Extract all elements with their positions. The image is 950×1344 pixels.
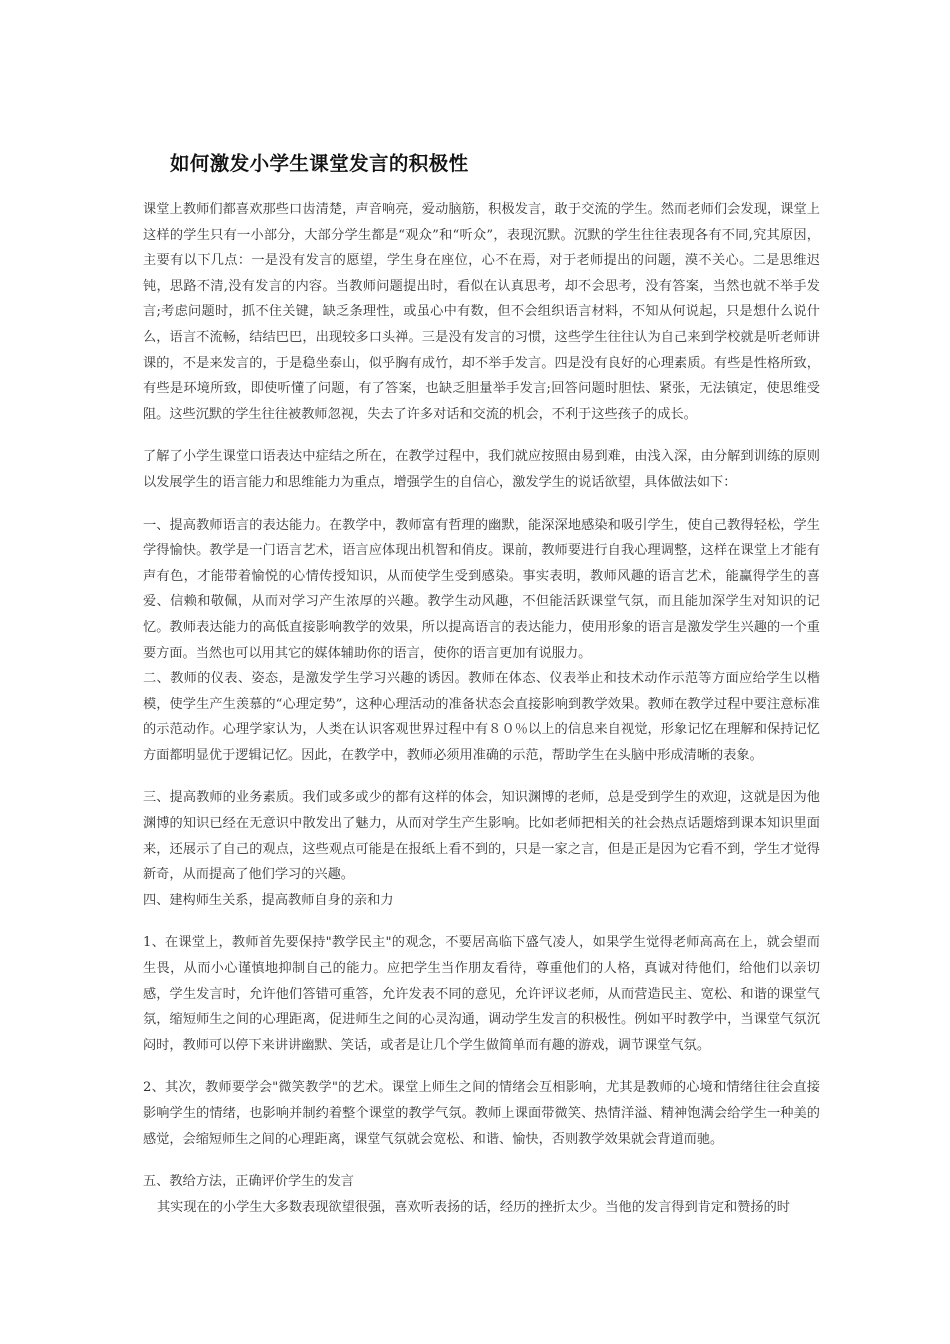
paragraph-point-one: 一、提高教师语言的表达能力。在教学中，教师富有哲理的幽默，能深深地感染和吸引学生，使自己教得轻松，学生学得愉快。教学是一门语言艺术，语言应体现出机智和俏皮。课前，教师要进行自我心理调整，这样在课堂上才能有声有色，才能带着愉悦的心情传授知识，从而使学生受到感染。事实表明，教师风趣的语言艺术，能赢得学生的喜爱、信赖和敬佩，从而对学习产生浓厚的兴趣。教学生动风趣，不但能活跃课堂气氛，而且能加深学生对知识的记忆。教师表达能力的高低直接影响教学的效果，所以提高语言的表达能力，使用形象的语言是激发学生兴趣的一个重要方面。当然也可以用其它的媒体辅助你的语言，使你的语言更加有说服力。 bbox=[143, 517, 820, 661]
paragraph-sub-two: 2、其次，教师要学会"微笑教学"的艺术。课堂上师生之间的情绪会互相影响，尤其是教师的心境和情绪往往会直接影响学生的情绪，也影响并制约着整个课堂的教学气氛。教师上课面带微笑、热情洋溢、精神饱满会给学生一种美的感觉，会缩短师生之间的心理距离，课堂气氛就会宽松、和谐、愉快，否则教学效果就会背道而驰。 bbox=[143, 1080, 820, 1147]
document-title: 如何激发小学生课堂发言的积极性 bbox=[170, 152, 469, 175]
paragraph-intro: 课堂上教师们都喜欢那些口齿清楚，声音响亮，爱动脑筋，积极发言，敢于交流的学生。然而老师们会发现，课堂上这样的学生只有一小部分，大部分学生都是“观众”和“听众”，表现沉默。沉默的学生往往表现各有不同,究其原因，主要有以下几点：一是没有发言的愿望，学生身在座位，心不在焉，对于老师提出的问题，漠不关心。二是思维迟钝，思路不清,没有发言的内容。当教师问题提出时，看似在认真思考，却不会思考，没有答案，当然也就不举手发言;考虑问题时，抓不住关键，缺乏条理性，或虽心中有数，但不会组织语言材料，不知从何说起，只是想什么说什么，语言不流畅，结结巴巴，出现较多口头禅。三是没有发言的习惯，这些学生往往认为自己来到学校就是听老师讲课的，不是来发言的，于是稳坐泰山，似乎胸有成竹，却不举手发言。四是没有良好的心理素质。有些是性格所致，有些是环境所致，即使听懂了问题，有了答案，也缺乏胆量举手发言;回答问题时胆怯、紧张，无法镇定，使思维受阻。这些沉默的学生往往被教师忽视，失去了许多对话和交流的机会，不利于这些孩子的成长。 bbox=[143, 202, 820, 422]
paragraph-point-two: 二、教师的仪表、姿态，是激发学生学习兴趣的诱因。教师在体态、仪表举止和技术动作示范等方面应给学生以楷模，使学生产生羡慕的“心理定势”，这种心理活动的准备状态会直接影响到教学效果。教师在教学过程中要注意标准的示范动作。心理学家认为，人类在认识客观世界过程中有８０％以上的信息来自视觉，形象记忆在理解和保持记忆方面都明显优于逻辑记忆。因此，在教学中，教师必须用准确的示范，帮助学生在头脑中形成清晰的表象。 bbox=[143, 671, 820, 763]
section-heading-four: 四、建构师生关系，提高教师自身的亲和力 bbox=[143, 892, 394, 908]
paragraph-final: 其实现在的小学生大多数表现欲望很强，喜欢听表扬的话，经历的挫折太少。当他的发言得到肯定和赞扬的时 bbox=[157, 1199, 790, 1215]
paragraph-approach: 了解了小学生课堂口语表达中症结之所在，在教学过程中，我们就应按照由易到难，由浅入深，由分解到训练的原则以发展学生的语言能力和思维能力为重点，增强学生的自信心，激发学生的说话欲望，具体做法如下： bbox=[143, 449, 820, 490]
paragraph-point-three: 三、提高教师的业务素质。我们或多或少的都有这样的体会，知识渊博的老师，总是受到学生的欢迎，这就是因为他渊博的知识已经在无意识中散发出了魅力，从而对学生产生影响。比如老师把相关的社会热点话题熔到课本知识里面来，还展示了自己的观点，这些观点可能是在报纸上看不到的，只是一家之言，但是正是因为它看不到，学生才觉得新奇，从而提高了他们学习的兴趣。 bbox=[143, 790, 820, 883]
section-heading-five: 五、教给方法，正确评价学生的发言 bbox=[143, 1174, 354, 1190]
paragraph-sub-one: 1、在课堂上，教师首先要保持"教学民主"的观念，不要居高临下盛气凌人，如果学生觉得老师高高在上，就会望而生畏，从而小心谨慎地抑制自己的能力。应把学生当作朋友看待，尊重他们的人格，真诚对待他们，给他们以亲切感，学生发言时，允许他们答错可重答，允许发表不同的意见，允许评议老师，从而营造民主、宽松、和谐的课堂气氛，缩短师生之间的心理距离，促进师生之间的心灵沟通，调动学生发言的积极性。例如平时教学中，当课堂气氛沉闷时，教师可以停下来讲讲幽默、笑话，或者是让几个学生做简单而有趣的游戏，调节课堂气氛。 bbox=[143, 935, 820, 1053]
